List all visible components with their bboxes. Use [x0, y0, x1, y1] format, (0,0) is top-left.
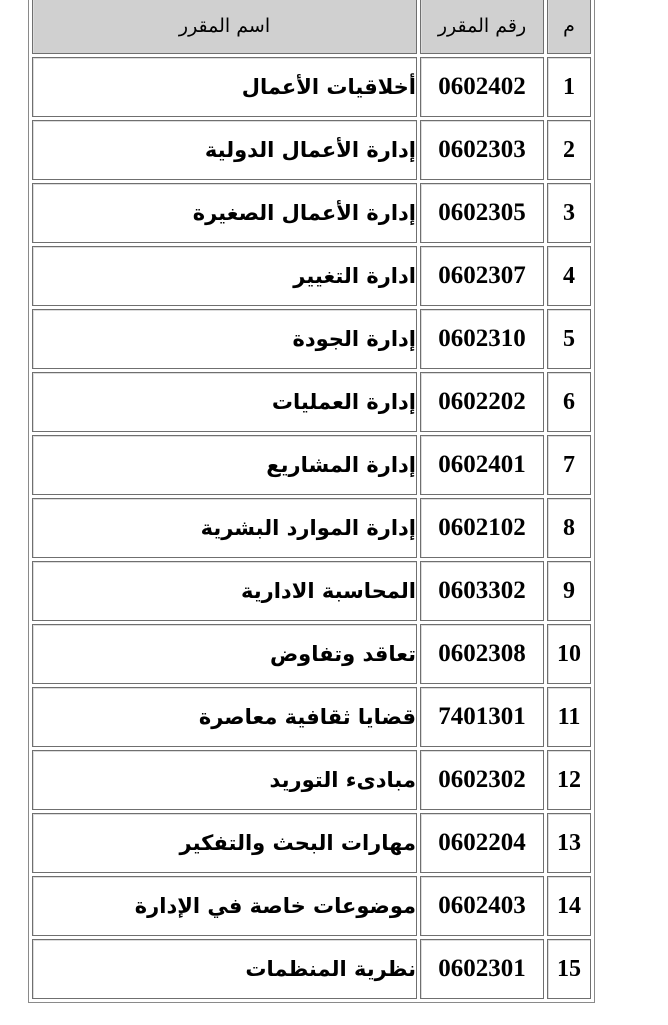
table-row: [32, 372, 591, 432]
row-number: 15: [547, 939, 591, 999]
course-code: 7401301: [420, 687, 544, 747]
course-name: إدارة العمليات: [32, 372, 417, 432]
course-name: المحاسبة الادارية: [32, 561, 417, 621]
table-row: [32, 561, 591, 621]
course-code: 0602204: [420, 813, 544, 873]
course-name: مبادىء التوريد: [32, 750, 417, 810]
row-number: 11: [547, 687, 591, 747]
header-number: م: [547, 0, 591, 54]
row-number: 1: [547, 57, 591, 117]
row-number: 13: [547, 813, 591, 873]
course-code: 0602401: [420, 435, 544, 495]
course-name: موضوعات خاصة في الإدارة: [32, 876, 417, 936]
course-code: 0603302: [420, 561, 544, 621]
table-row: [32, 246, 591, 306]
courses-table: [28, 0, 595, 1003]
course-name: ادارة التغيير: [32, 246, 417, 306]
table-row: [32, 57, 591, 117]
row-number: 6: [547, 372, 591, 432]
header-course-name: اسم المقرر: [32, 0, 417, 54]
course-name: إدارة الموارد البشرية: [32, 498, 417, 558]
table-row: [32, 309, 591, 369]
course-name: إدارة الأعمال الصغيرة: [32, 183, 417, 243]
course-code: 0602310: [420, 309, 544, 369]
table-row: [32, 939, 591, 999]
row-number: 7: [547, 435, 591, 495]
table-header-row: [32, 0, 591, 54]
course-code: 0602307: [420, 246, 544, 306]
header-course-code: رقم المقرر: [420, 0, 544, 54]
course-name: إدارة الأعمال الدولية: [32, 120, 417, 180]
row-number: 4: [547, 246, 591, 306]
course-name: نظرية المنظمات: [32, 939, 417, 999]
course-name: قضايا ثقافية معاصرة: [32, 687, 417, 747]
course-name: إدارة الجودة: [32, 309, 417, 369]
row-number: 8: [547, 498, 591, 558]
row-number: 10: [547, 624, 591, 684]
row-number: 14: [547, 876, 591, 936]
table-row: [32, 624, 591, 684]
courses-table-container: [28, 0, 595, 1003]
table-row: [32, 750, 591, 810]
course-name: إدارة المشاريع: [32, 435, 417, 495]
course-code: 0602302: [420, 750, 544, 810]
row-number: 5: [547, 309, 591, 369]
row-number: 9: [547, 561, 591, 621]
course-code: 0602102: [420, 498, 544, 558]
table-row: [32, 498, 591, 558]
course-code: 0602301: [420, 939, 544, 999]
row-number: 3: [547, 183, 591, 243]
table-row: [32, 183, 591, 243]
course-name: مهارات البحث والتفكير: [32, 813, 417, 873]
course-code: 0602402: [420, 57, 544, 117]
course-code: 0602303: [420, 120, 544, 180]
course-code: 0602202: [420, 372, 544, 432]
course-code: 0602403: [420, 876, 544, 936]
table-row: [32, 687, 591, 747]
row-number: 2: [547, 120, 591, 180]
table-row: [32, 876, 591, 936]
table-row: [32, 435, 591, 495]
row-number: 12: [547, 750, 591, 810]
course-name: أخلاقيات الأعمال: [32, 57, 417, 117]
table-row: [32, 120, 591, 180]
course-code: 0602308: [420, 624, 544, 684]
table-row: [32, 813, 591, 873]
course-code: 0602305: [420, 183, 544, 243]
course-name: تعاقد وتفاوض: [32, 624, 417, 684]
